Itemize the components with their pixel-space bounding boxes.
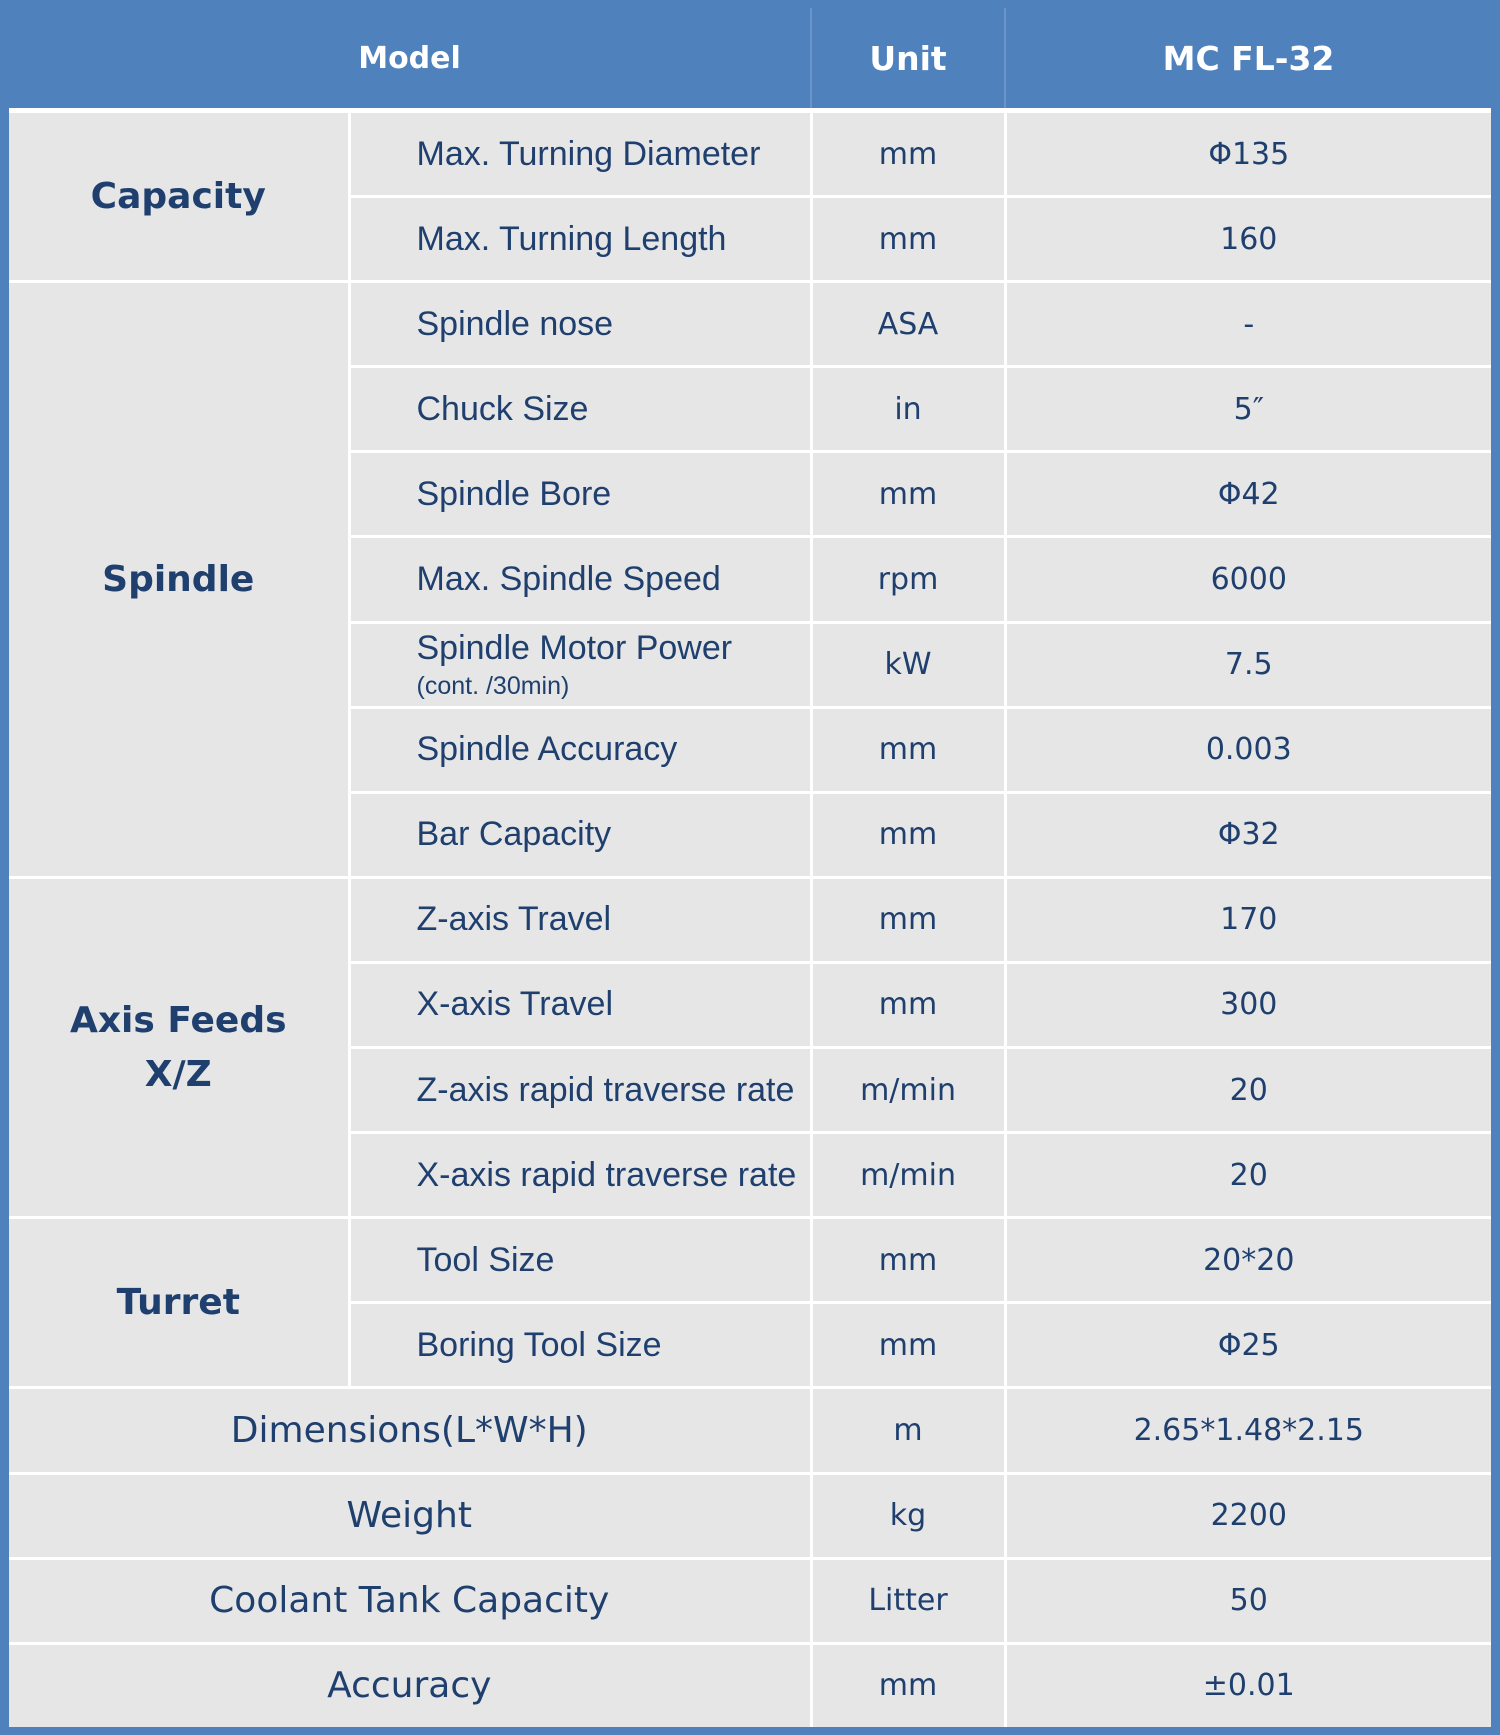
table-row [9,1558,1491,1643]
spec-value: Φ135 [1005,111,1491,197]
spec-item: Spindle nose [349,282,811,367]
spec-item: Z-axis rapid traverse rate [349,1048,811,1133]
spec-value: 20 [1005,1048,1491,1133]
spec-item: Chuck Size [349,367,811,452]
spec-value: 2.65*1.48*2.15 [1005,1388,1491,1473]
table-row [9,282,1491,367]
table-row [9,111,1491,197]
spec-unit: Litter [811,1558,1005,1643]
spec-value: 50 [1005,1558,1491,1643]
spec-item: Spindle Bore [349,452,811,537]
spec-value: 20*20 [1005,1218,1491,1303]
group-label-line: X/Z [144,1053,212,1095]
spec-unit: mm [811,877,1005,962]
spec-item-multiline [349,622,811,707]
spec-item: X-axis rapid traverse rate [349,1133,811,1218]
spec-value: 170 [1005,877,1491,962]
spec-value: - [1005,282,1491,367]
group-label-line: Axis Feeds [69,999,287,1041]
spec-unit: mm [811,962,1005,1047]
group-label-capacity: Capacity [9,111,349,282]
spec-unit: mm [811,707,1005,792]
spec-item: Tool Size [349,1218,811,1303]
group-label-spindle: Spindle [9,282,349,878]
model-header: Model [9,8,811,111]
header-row [9,8,1491,111]
spec-unit: rpm [811,537,1005,622]
table-row [9,1643,1491,1727]
spec-value: 6000 [1005,537,1491,622]
summary-label: Weight [9,1473,811,1558]
spec-unit: m [811,1388,1005,1473]
spec-unit: mm [811,452,1005,537]
table-row [9,1388,1491,1473]
spec-item: Max. Turning Diameter [349,111,811,197]
spec-unit: mm [811,197,1005,282]
spec-value: 7.5 [1005,622,1491,707]
group-label-axis-feeds [9,877,349,1217]
summary-label: Coolant Tank Capacity [9,1558,811,1643]
spec-value: 0.003 [1005,707,1491,792]
spec-unit: mm [811,111,1005,197]
spec-item: Bar Capacity [349,792,811,877]
spec-table [9,8,1491,1727]
table-row [9,877,1491,962]
spec-unit: kW [811,622,1005,707]
summary-label: Dimensions(L*W*H) [9,1388,811,1473]
spec-unit: mm [811,1218,1005,1303]
unit-header: Unit [811,8,1005,111]
group-label-turret: Turret [9,1218,349,1388]
spec-unit: ASA [811,282,1005,367]
spec-unit: mm [811,1303,1005,1388]
spec-value: 160 [1005,197,1491,282]
summary-label: Accuracy [9,1643,811,1727]
spec-value: 300 [1005,962,1491,1047]
spec-value: ±0.01 [1005,1643,1491,1727]
spec-item-sub: (cont. /30min) [416,671,570,700]
spec-value: Φ42 [1005,452,1491,537]
spec-item: Max. Spindle Speed [349,537,811,622]
model-name-header: MC FL-32 [1005,8,1491,111]
spec-unit: kg [811,1473,1005,1558]
spec-unit: m/min [811,1133,1005,1218]
spec-item-main: Spindle Motor Power [416,628,733,667]
spec-unit: m/min [811,1048,1005,1133]
table-row [9,1473,1491,1558]
table-row [9,1218,1491,1303]
spec-item: X-axis Travel [349,962,811,1047]
spec-item: Boring Tool Size [349,1303,811,1388]
spec-item: Spindle Accuracy [349,707,811,792]
spec-unit: in [811,367,1005,452]
spec-value: Φ32 [1005,792,1491,877]
spec-value: 20 [1005,1133,1491,1218]
spec-unit: mm [811,792,1005,877]
spec-unit: mm [811,1643,1005,1727]
spec-value: 2200 [1005,1473,1491,1558]
spec-value: 5″ [1005,367,1491,452]
spec-value: Φ25 [1005,1303,1491,1388]
spec-item: Max. Turning Length [349,197,811,282]
spec-item: Z-axis Travel [349,877,811,962]
